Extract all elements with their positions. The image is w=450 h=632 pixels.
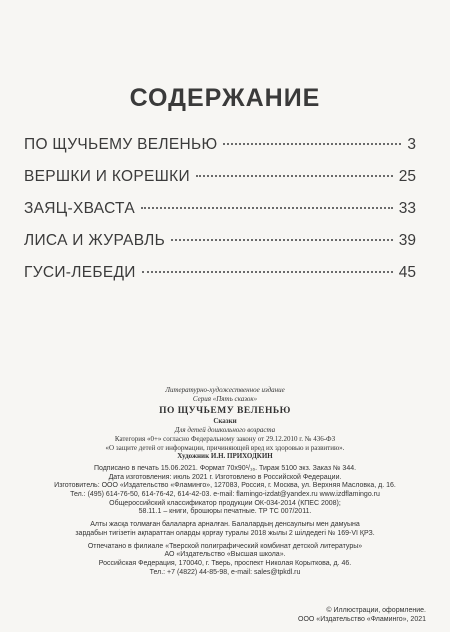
toc-leader-dots	[196, 175, 393, 177]
series-name: Серия «Пять сказок»	[192, 394, 258, 403]
table-of-contents	[24, 136, 416, 296]
genre: Сказки	[213, 417, 237, 426]
toc-entry-title: ГУСИ-ЛЕБЕДИ	[24, 264, 136, 281]
printer-contacts: Тел.: +7 (4822) 44-85-98, e-mail: sales@tpkdl.ru	[149, 568, 301, 576]
toc-entry-page: 45	[398, 264, 416, 281]
toc-entry-title: ПО ЩУЧЬЕМУ ВЕЛЕНЬЮ	[24, 136, 218, 153]
product-classifier-code: 58.11.1 – книги, брошюры печатные. ТР ТС 007/2011.	[138, 508, 312, 516]
toc-entry-title: ЗАЯЦ-ХВАСТА	[24, 200, 135, 217]
printer-address: Российская Федерация, 170040, г. Тверь, проспект Николая Корыткова, д. 46.	[98, 559, 352, 567]
page-title: СОДЕРЖАНИЕ	[129, 84, 321, 112]
toc-leader-dots	[171, 239, 393, 241]
toc-entry[interactable]	[24, 200, 416, 232]
copyright-footer	[298, 606, 426, 624]
toc-entry-title: ЛИСА И ЖУРАВЛЬ	[24, 232, 166, 249]
toc-entry[interactable]	[24, 168, 416, 200]
copyright-owner: ООО «Издательство «Фламинго», 2021	[298, 616, 426, 623]
toc-entry-title: ВЕРШКИ И КОРЕШКИ	[24, 168, 190, 185]
print-signed: Подписано в печать 15.06.2021. Формат 70х90¹/₁₆. Тираж 5100 экз. Заказ № 344.	[93, 464, 357, 472]
artist-credit: Художник И.Н. ПРИХОДКИН	[177, 452, 273, 461]
toc-entry[interactable]	[24, 232, 416, 264]
age-category: Категория «0+» согласно Федеральному закону от 29.12.2010 г. № 436-ФЗ	[114, 434, 336, 443]
age-category-law: «О защите детей от информации, причиняющей вред их здоровью и развитию».	[105, 443, 345, 452]
product-classifier: Общероссийский классификатор продукции ОК-034-2014 (КПЕС 2008);	[109, 499, 341, 507]
manufacture-date: Дата изготовления: июль 2021 г. Изготовлено в Российской Федерации.	[108, 473, 342, 481]
kazakh-notice: Алты жасқа толмаған балаларға арналған. Балалардың денсаулығы мен дамуына	[90, 521, 360, 529]
toc-leader-dots	[141, 207, 393, 209]
publisher-contacts: Тел.: (495) 614-76-50, 614-76-42, 614-42-03. e-mail: flamingo-izdat@yandex.ru www.izdflamingo.ru	[70, 491, 380, 499]
edition-type: Литературно-художественное издание	[165, 386, 285, 394]
publisher-info: Изготовитель: ООО «Издательство «Фламинго», 127083, Россия, г. Москва, ул. Верхняя Масловка, д. 16.	[54, 482, 396, 490]
book-title: ПО ЩУЧЬЕМУ ВЕЛЕНЬЮ	[159, 406, 291, 417]
toc-entry[interactable]	[24, 136, 416, 168]
printer-org: АО «Издательство «Высшая школа».	[164, 551, 286, 559]
copyright-line: © Иллюстрации, оформление.	[326, 607, 426, 614]
toc-entry-page: 3	[407, 136, 416, 153]
imprint-block	[0, 386, 450, 577]
toc-entry-page: 25	[398, 168, 416, 185]
toc-entry[interactable]	[24, 264, 416, 296]
toc-leader-dots	[223, 143, 401, 145]
toc-leader-dots	[142, 271, 393, 273]
printer-name: Отпечатано в филиале «Тверской полиграфический комбинат детской литературы»	[87, 542, 363, 550]
kazakh-notice-law: зардабын тигізетін ақпараттан оларды қорғау туралы 2018 жылы 2 шілдедегі № 169-VI ҚРЗ.	[75, 529, 375, 537]
audience: Для детей дошкольного возраста	[174, 426, 276, 435]
toc-entry-page: 39	[398, 232, 416, 249]
toc-entry-page: 33	[398, 200, 416, 217]
